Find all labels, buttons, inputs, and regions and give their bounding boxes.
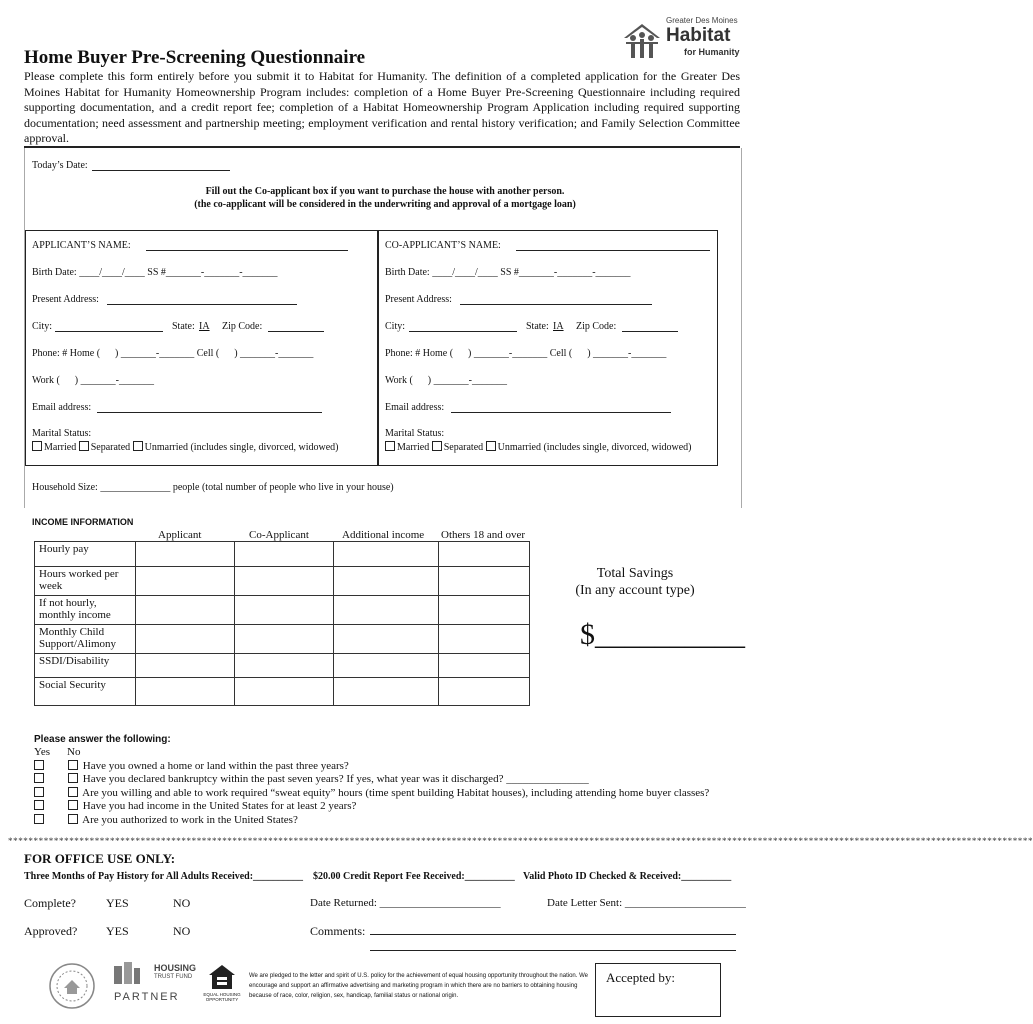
- office-comments-field[interactable]: [370, 934, 736, 935]
- household-size-row[interactable]: Household Size: ______________ people (total number of people who live in your house): [32, 482, 394, 493]
- star-divider: *********************************************************************************************************************************************************************************************************: [8, 836, 1033, 846]
- income-table: [34, 541, 530, 706]
- coapplicant-marital-label: Marital Status:: [385, 428, 445, 439]
- coapplicant-state-label: State:: [526, 321, 549, 332]
- income-cell[interactable]: [439, 567, 530, 596]
- applicant-work-row[interactable]: Work ( ) _______-_______: [32, 375, 154, 386]
- income-cell[interactable]: [439, 625, 530, 654]
- income-cell[interactable]: [439, 654, 530, 678]
- coapp-note-2: (the co-applicant will be considered in the underwriting and approval of a mortgage loan): [194, 199, 576, 210]
- income-col-applicant: Applicant: [158, 529, 202, 541]
- income-col-additional: Additional income: [342, 529, 425, 541]
- income-col-coapplicant: Co-Applicant: [249, 529, 309, 541]
- income-cell[interactable]: [136, 625, 235, 654]
- question-1-no-checkbox[interactable]: [68, 760, 78, 770]
- income-cell[interactable]: [136, 567, 235, 596]
- office-date-letter-sent[interactable]: Date Letter Sent: ______________________: [547, 897, 746, 909]
- table-row: [35, 678, 530, 706]
- question-2-no-checkbox[interactable]: [68, 773, 78, 783]
- coapplicant-married-label: Married: [397, 442, 430, 453]
- income-cell[interactable]: [334, 567, 439, 596]
- coapplicant-address-field[interactable]: [460, 304, 652, 305]
- question-5-yes-checkbox[interactable]: [34, 814, 44, 824]
- coapp-note-1: Fill out the Co-applicant box if you want to purchase the house with another person.: [205, 186, 565, 197]
- building-icon: [112, 960, 152, 984]
- question-3-text: Are you willing and able to work required “sweat equity” hours (time spent building Habitat houses), including attending home buyer classes?: [82, 787, 710, 799]
- partner-label: PARTNER: [114, 991, 180, 1003]
- question-2-text: Have you declared bankruptcy within the past seven years? If yes, what year was it discharged? _______________: [82, 773, 589, 785]
- applicant-email-field[interactable]: [97, 412, 322, 413]
- eho-label: EQUAL HOUSING OPPORTUNITY: [203, 992, 241, 1002]
- applicant-married-checkbox[interactable]: [32, 441, 42, 451]
- office-comments-label: Comments:: [310, 924, 366, 938]
- applicant-address-field[interactable]: [107, 304, 297, 305]
- coapplicant-separated-checkbox[interactable]: [432, 441, 442, 451]
- income-cell[interactable]: [439, 596, 530, 625]
- income-cell[interactable]: [136, 678, 235, 706]
- income-heading: INCOME INFORMATION: [32, 517, 134, 527]
- question-5-text: Are you authorized to work in the United States?: [82, 814, 298, 826]
- question-4-no-checkbox[interactable]: [68, 800, 78, 810]
- applicant-marital-options: [32, 441, 339, 453]
- question-5-no-checkbox[interactable]: [68, 814, 78, 824]
- question-3-no-checkbox[interactable]: [68, 787, 78, 797]
- income-row-label: Hourly pay: [35, 542, 136, 567]
- savings-title: Total Savings: [596, 566, 674, 581]
- equal-opportunity-pledge: We are pledged to the letter and spirit of U.S. policy for the achievement of equal housing opportunity throughout the nation. We encourage and support an affirmative advertising and marketing program in which there are no barriers to obtaining housing because of race, color, religion, sex, handicap, familial status or national origin.: [249, 973, 588, 999]
- logo-org-main: Habitat: [666, 25, 731, 46]
- coapplicant-work-row[interactable]: Work ( ) _______-_______: [385, 375, 507, 386]
- income-cell[interactable]: [235, 625, 334, 654]
- coapplicant-name-label: CO-APPLICANT’S NAME:: [385, 240, 501, 251]
- income-cell[interactable]: [136, 542, 235, 567]
- question-row: [34, 787, 709, 799]
- office-photo-id[interactable]: Valid Photo ID Checked & Received:__________: [523, 871, 732, 882]
- question-4-text: Have you had income in the United States for at least 2 years?: [82, 800, 357, 812]
- intro-paragraph: Please complete this form entirely before you submit it to Habitat for Humanity. The definition of a completed application for the Greater Des Moines Habitat for Humanity Homeownership Program includes: completion of a Home Buyer Pre-Screening Questionnaire including required supporting documentation, and a credit report fee; completion of a Habitat Homeownership Program Application including required supporting documentation; need assessment and partnership meeting; employment verification and rental history verification; and Family Selection Committee approval.: [24, 69, 740, 145]
- office-pay-history[interactable]: Three Months of Pay History for All Adults Received:__________: [24, 871, 304, 882]
- applicant-city-label: City:: [32, 321, 53, 332]
- office-complete-no[interactable]: NO: [173, 896, 191, 910]
- applicant-unmarried-checkbox[interactable]: [133, 441, 143, 451]
- income-cell[interactable]: [334, 654, 439, 678]
- table-row: [35, 625, 530, 654]
- applicant-state-value[interactable]: IA: [199, 321, 210, 332]
- applicant-name-label: APPLICANT’S NAME:: [32, 240, 131, 251]
- table-row: [35, 567, 530, 596]
- table-row: [35, 654, 530, 678]
- applicant-state-label: State:: [172, 321, 195, 332]
- office-date-returned[interactable]: Date Returned: ______________________: [310, 897, 501, 909]
- equal-housing-logo: [202, 964, 242, 1006]
- coapplicant-email-label: Email address:: [385, 402, 445, 413]
- office-approved-yes[interactable]: YES: [106, 924, 129, 938]
- questions-heading: Please answer the following:: [34, 734, 171, 745]
- todays-date-field[interactable]: [92, 170, 230, 171]
- income-cell[interactable]: [334, 542, 439, 567]
- applicant-city-field[interactable]: [55, 331, 163, 332]
- trust-fund-label: TRUST FUND: [154, 974, 193, 980]
- income-row-label: Social Security: [35, 678, 136, 706]
- applicant-married-label: Married: [44, 442, 77, 453]
- question-3-yes-checkbox[interactable]: [34, 787, 44, 797]
- office-complete-label: Complete?: [24, 896, 76, 910]
- income-cell[interactable]: [334, 625, 439, 654]
- coapplicant-birth-row[interactable]: Birth Date: ____/____/____ SS #_______-_______-_______: [385, 267, 631, 278]
- todays-date-label: Today’s Date:: [32, 160, 88, 171]
- income-row-label: If not hourly, monthly income: [35, 596, 136, 625]
- hud-seal-icon: [48, 962, 96, 1010]
- applicant-name-field[interactable]: [146, 250, 348, 251]
- income-row-label: Hours worked per week: [35, 567, 136, 596]
- page-title: Home Buyer Pre-Screening Questionnaire: [24, 47, 366, 68]
- coapplicant-married-checkbox[interactable]: [385, 441, 395, 451]
- coapplicant-marital-options: [385, 441, 692, 453]
- income-cell[interactable]: [235, 654, 334, 678]
- questions-yes-header: Yes: [34, 746, 51, 758]
- applicant-email-label: Email address:: [32, 402, 92, 413]
- income-cell[interactable]: [136, 596, 235, 625]
- logo-org-top: Greater Des Moines: [666, 16, 738, 25]
- question-2-yes-checkbox[interactable]: [34, 773, 44, 783]
- coapplicant-name-field[interactable]: [516, 250, 710, 251]
- income-row-label: SSDI/Disability: [35, 654, 136, 678]
- questions-no-header: No: [67, 746, 81, 758]
- office-complete-yes[interactable]: YES: [106, 896, 129, 910]
- coapplicant-city-field[interactable]: [409, 331, 517, 332]
- applicant-zip-field[interactable]: [268, 331, 324, 332]
- coapplicant-state-value[interactable]: IA: [553, 321, 564, 332]
- savings-subtitle: (In any account type): [575, 583, 695, 598]
- applicant-separated-checkbox[interactable]: [79, 441, 89, 451]
- applicant-birth-row[interactable]: Birth Date: ____/____/____ SS #_______-_______-_______: [32, 267, 278, 278]
- office-credit-fee[interactable]: $20.00 Credit Report Fee Received:__________: [313, 871, 515, 882]
- office-approved-label: Approved?: [24, 924, 78, 938]
- coapplicant-email-field[interactable]: [451, 412, 671, 413]
- office-approved-no[interactable]: NO: [173, 924, 191, 938]
- question-1-text: Have you owned a home or land within the past three years?: [82, 760, 349, 772]
- habitat-house-icon: [620, 18, 664, 62]
- housing-trust-fund-logo: [112, 960, 197, 1006]
- question-row: [34, 773, 589, 785]
- savings-amount-field[interactable]: $__________: [580, 618, 745, 651]
- applicant-unmarried-label: Unmarried (includes single, divorced, widowed): [144, 442, 339, 453]
- income-cell[interactable]: [439, 678, 530, 706]
- coapplicant-phone-row[interactable]: Phone: # Home ( ) _______-_______ Cell ( ) _______-_______: [385, 348, 667, 359]
- coapplicant-unmarried-label: Unmarried (includes single, divorced, widowed): [497, 442, 692, 453]
- coapplicant-separated-label: Separated: [443, 442, 484, 453]
- income-cell[interactable]: [334, 678, 439, 706]
- question-1-yes-checkbox[interactable]: [34, 760, 44, 770]
- coapplicant-address-label: Present Address:: [385, 294, 452, 305]
- coapplicant-city-label: City:: [385, 321, 406, 332]
- income-cell[interactable]: [235, 678, 334, 706]
- table-row: [35, 542, 530, 567]
- accepted-by-label: Accepted by:: [606, 970, 675, 985]
- housing-label: HOUSING: [154, 963, 197, 973]
- applicant-name-row: [32, 240, 131, 251]
- coapplicant-zip-field[interactable]: [622, 331, 678, 332]
- income-cell[interactable]: [136, 654, 235, 678]
- question-row: [34, 760, 349, 772]
- table-row: [35, 596, 530, 625]
- income-cell[interactable]: [235, 567, 334, 596]
- question-row: [34, 800, 356, 812]
- habitat-logo: [620, 14, 750, 64]
- income-cell[interactable]: [235, 596, 334, 625]
- income-col-others: Others 18 and over: [441, 529, 526, 541]
- office-heading: FOR OFFICE USE ONLY:: [24, 851, 176, 866]
- applicant-phone-row[interactable]: Phone: # Home ( ) _______-_______ Cell ( ) _______-_______: [32, 348, 314, 359]
- applicant-address-label: Present Address:: [32, 294, 99, 305]
- office-comments-field-line2[interactable]: [370, 950, 736, 951]
- applicant-separated-label: Separated: [90, 442, 131, 453]
- coapplicant-zip-label: Zip Code:: [576, 321, 617, 332]
- income-cell[interactable]: [334, 596, 439, 625]
- logo-org-sub: for Humanity: [684, 47, 740, 57]
- question-4-yes-checkbox[interactable]: [34, 800, 44, 810]
- applicant-zip-label: Zip Code:: [222, 321, 263, 332]
- applicant-marital-label: Marital Status:: [32, 428, 92, 439]
- equal-housing-icon: [208, 964, 236, 990]
- coapplicant-unmarried-checkbox[interactable]: [486, 441, 496, 451]
- question-row: [34, 814, 298, 826]
- todays-date-row: [32, 160, 88, 171]
- income-row-label: Monthly Child Support/Alimony: [35, 625, 136, 654]
- income-cell[interactable]: [235, 542, 334, 567]
- income-cell[interactable]: [439, 542, 530, 567]
